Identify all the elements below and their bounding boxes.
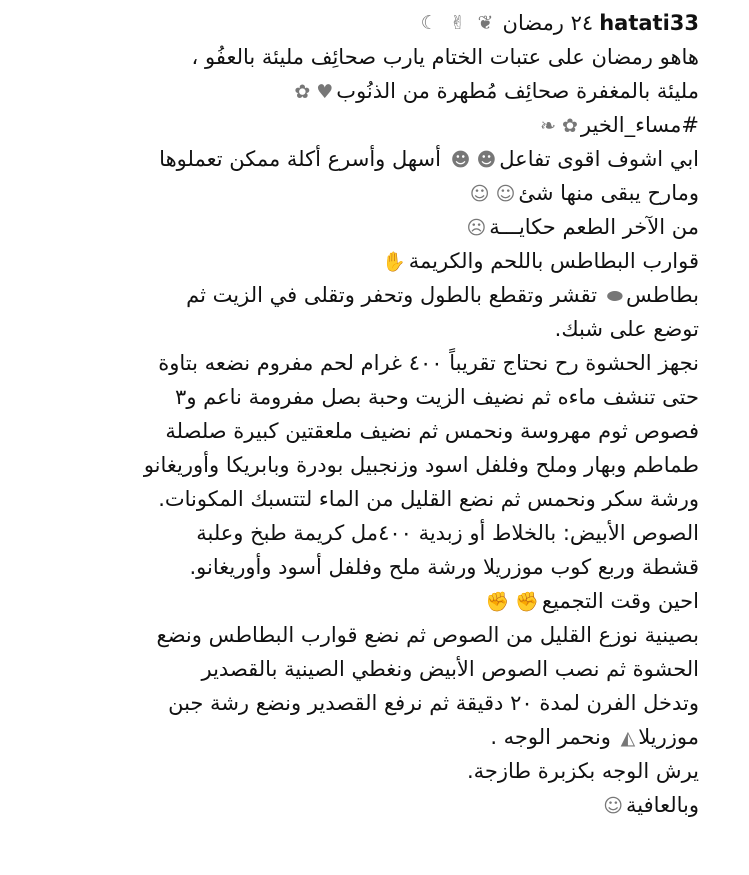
dove-icon: ✌ — [449, 12, 466, 34]
leaf-icon: ❦ — [477, 12, 494, 34]
caption-line-text: نجهز الحشوة رح نحتاج تقريباً ٤٠٠ غرام لحم مفروم نضعه بتاوة — [158, 351, 699, 375]
caption-line — [36, 142, 699, 176]
caption-header — [36, 6, 699, 40]
caption-line — [36, 584, 699, 618]
smile-icon: ☺ — [469, 183, 490, 205]
caption-line-text: تقشر وتقطع بالطول وتحفر وتقلى في الزيت ثم — [186, 283, 604, 307]
header-date: ٢٤ رمضان — [502, 11, 594, 35]
smile-icon: ☺ — [495, 183, 516, 205]
caption-line-text: قشطة وربع كوب موزريلا ورشة ملح وفلفل أسود وأوريغانو. — [189, 555, 699, 579]
caption-line — [36, 74, 699, 108]
caption-line — [36, 618, 699, 652]
caption-line-text: بطاطس — [626, 283, 699, 307]
flower-icon: ✿ — [294, 81, 311, 103]
caption-line-text: ونحمر الوجه . — [490, 725, 618, 749]
caption-line — [36, 108, 699, 142]
cheese-icon: ◭ — [620, 727, 636, 749]
caption-line — [36, 652, 699, 686]
caption-line — [36, 210, 699, 244]
caption-line-text: يرش الوجه بكزبرة طازجة. — [466, 759, 699, 783]
caption-line-text: ومارح يبقى منها شئ — [518, 181, 699, 205]
caption-line-text: من الآخر الطعم حكايـــة — [489, 215, 699, 239]
caption-line — [36, 754, 699, 788]
caption-line-text: فصوص ثوم مهروسة ونحمس ثم نضيف ملعقتين كبيرة صلصلة — [165, 419, 699, 443]
caption-line-text: وتدخل الفرن لمدة ٢٠ دقيقة ثم نرفع القصدير ونضع رشة جبن — [168, 691, 699, 715]
caption-line-text: الحشوة ثم نصب الصوص الأبيض ونغطي الصينية بالقصدير — [201, 657, 699, 681]
heart-eyes-icon: ☻ — [476, 149, 497, 171]
caption-line — [36, 176, 699, 210]
heart-eyes-icon: ☻ — [450, 149, 471, 171]
caption-line — [36, 278, 699, 312]
caption-line-text: مليئة بالمغفرة صحائِف مُطهرة من الذنُوب — [336, 79, 699, 103]
flexed-biceps-icon: ✊ — [485, 591, 510, 613]
heart-icon: ♥ — [316, 81, 334, 103]
caption-line-text: حتى تنشف ماءه ثم نضيف الزيت وحبة بصل مفرومة ناعم و٣ — [175, 385, 699, 409]
caption-line-text: قوارب البطاطس باللحم والكريمة — [408, 249, 699, 273]
caption-line — [36, 720, 699, 754]
caption-line-text: #مساء_الخير — [580, 113, 699, 137]
caption-line-text: وبالعافية — [626, 793, 699, 817]
caption-line-text: هاهو رمضان على عتبات الختام يارب صحائِف مليئة بالعفُو ، — [191, 45, 699, 69]
caption-line-text: توضع على شبك. — [554, 317, 699, 341]
caption-line — [36, 346, 699, 380]
caption-line — [36, 482, 699, 516]
caption-line — [36, 414, 699, 448]
crescent-moon-icon: ☾ — [420, 12, 438, 34]
potato-icon: ⬬ — [606, 285, 624, 307]
username-link[interactable]: hatati33 — [599, 11, 699, 35]
caption-line — [36, 788, 699, 822]
smile-icon: ☺ — [603, 795, 624, 817]
caption-line-text: موزريلا — [638, 725, 699, 749]
ok-hand-icon: ✋ — [382, 251, 406, 273]
sleeping-face-icon: ☹ — [466, 217, 487, 239]
caption-line-text: احين وقت التجميع — [541, 589, 699, 613]
caption-line — [36, 686, 699, 720]
caption-line-text: طماطم وبهار وملح وفلفل اسود وزنجبيل بودرة وبابريكا وأوريغانو — [143, 453, 699, 477]
flower-icon: ✿ — [562, 115, 578, 137]
caption-line-text: ورشة سكر ونحمس ثم نضع القليل من الماء لتتسبك المكونات. — [158, 487, 699, 511]
sprout-icon: ❧ — [540, 115, 556, 137]
flexed-biceps-icon: ✊ — [515, 591, 539, 613]
caption-line — [36, 312, 699, 346]
caption-line — [36, 448, 699, 482]
caption-line-text: الصوص الأبيض: بالخلاط أو زبدية ٤٠٠مل كريمة طبخ وعلبة — [196, 521, 699, 545]
caption-line-text: ابي اشوف اقوى تفاعل — [499, 147, 699, 171]
caption-line — [36, 380, 699, 414]
caption-line-text: أسهل وأسرع أكلة ممكن تعملوها — [159, 147, 448, 171]
caption-line — [36, 516, 699, 550]
caption-body — [36, 40, 699, 822]
caption-line — [36, 550, 699, 584]
caption-line-text: بصينية نوزع القليل من الصوص ثم نضع قوارب البطاطس ونضع — [156, 623, 699, 647]
caption-line — [36, 40, 699, 74]
caption-line — [36, 244, 699, 278]
